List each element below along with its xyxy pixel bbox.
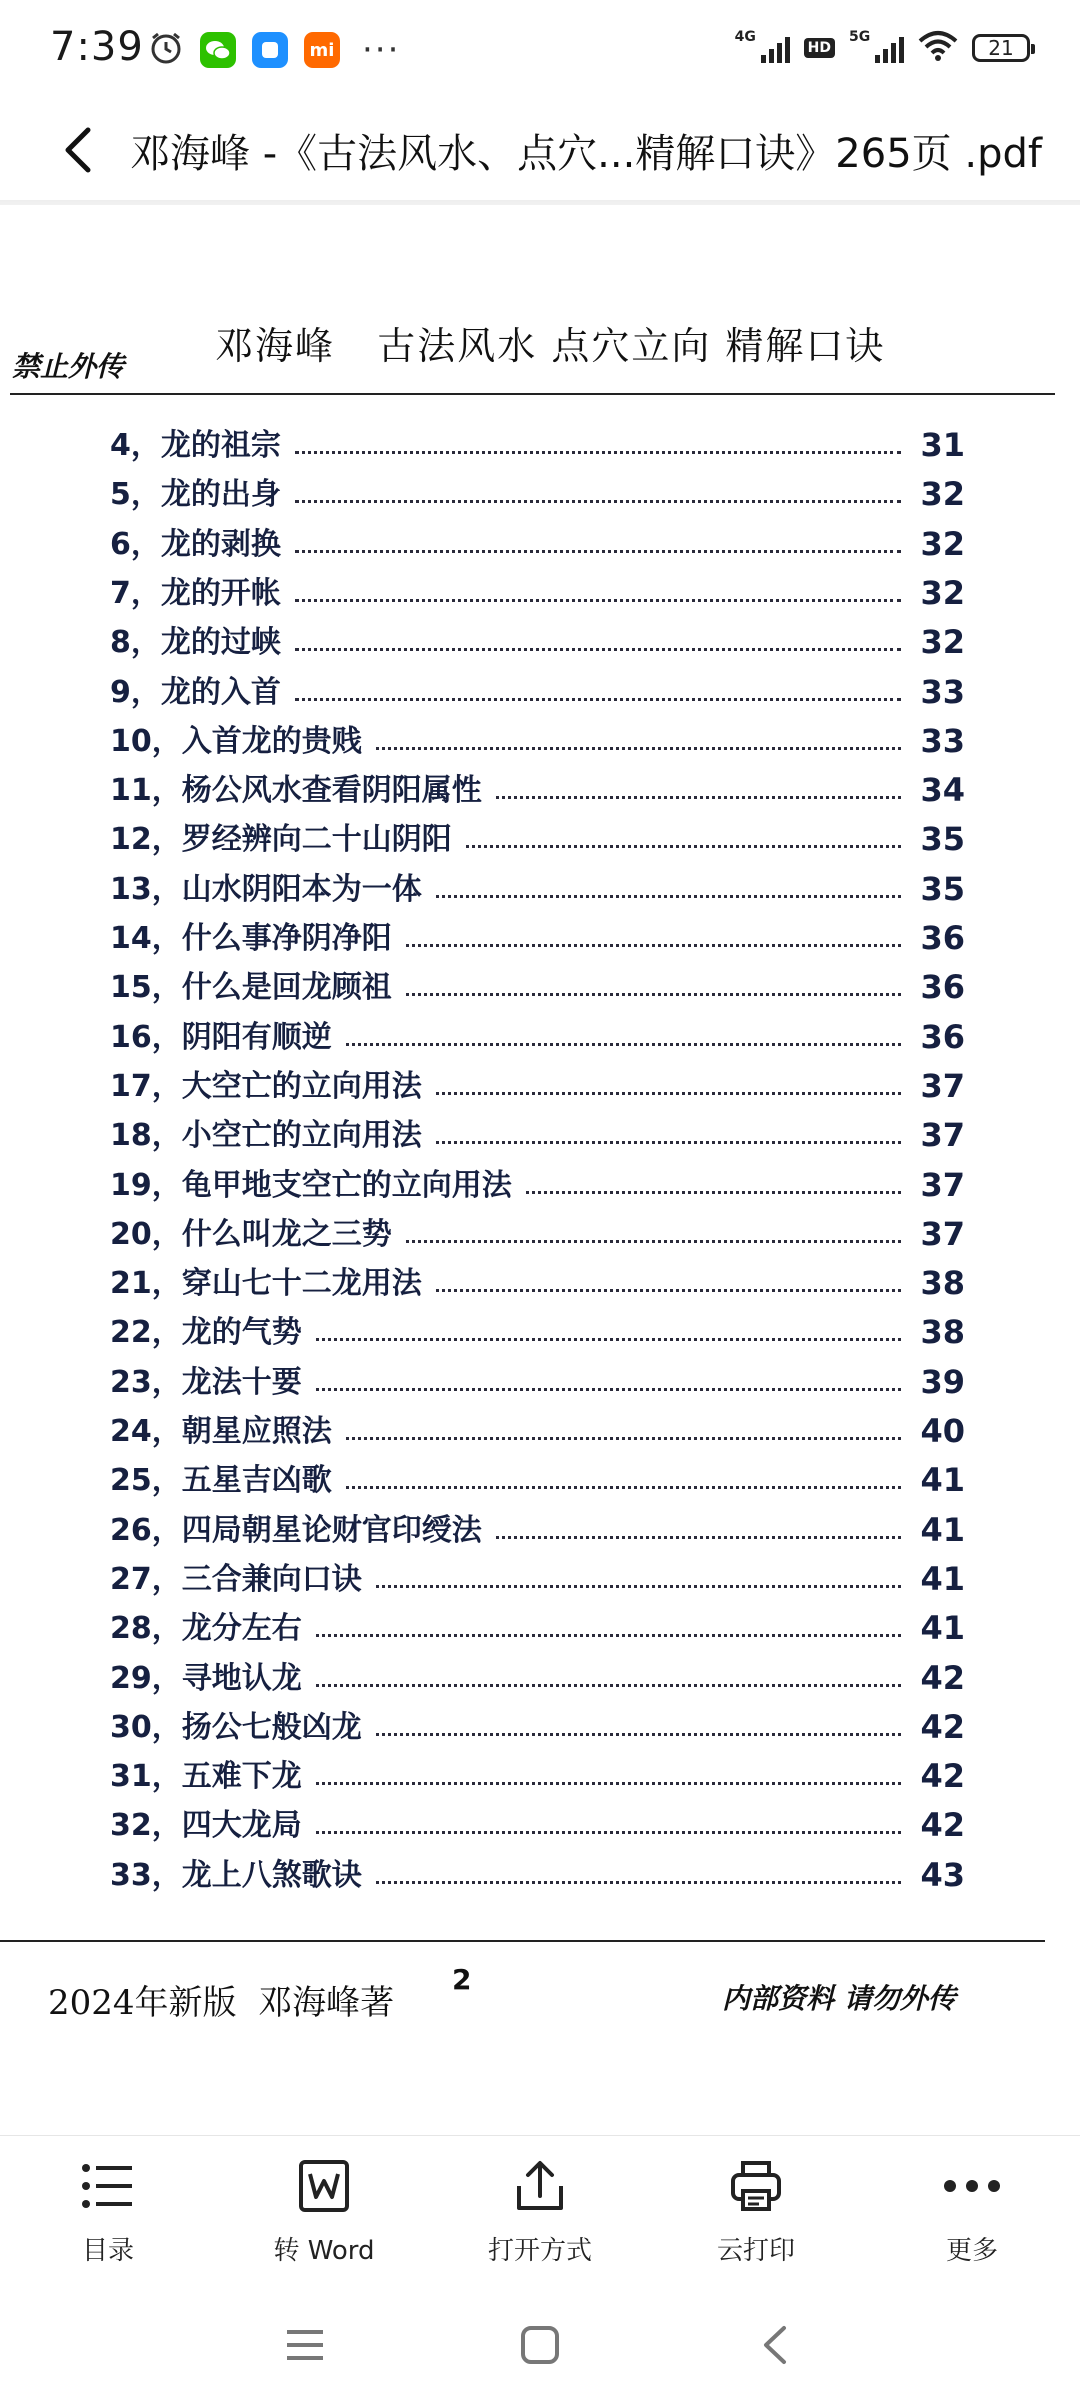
toc-entry-page: 40 <box>920 1412 965 1450</box>
home-button[interactable] <box>510 2315 570 2375</box>
toc-leader-dots <box>316 1387 901 1391</box>
toc-entry-label: 26，四局朝星论财官印绶法 <box>110 1512 482 1548</box>
toc-entry-label: 17，大空亡的立向用法 <box>110 1068 422 1104</box>
toc-entry[interactable] <box>110 568 965 612</box>
toc-entry-label: 20，什么叫龙之三势 <box>110 1216 392 1252</box>
footer-rule <box>0 1940 1045 1942</box>
toc-entry-page: 32 <box>920 475 965 514</box>
toc-entry-page: 41 <box>920 1609 965 1648</box>
share-icon <box>510 2156 570 2216</box>
footer-notice: 内部资料 请勿外传 <box>722 1982 956 2015</box>
toc-entry-page: 38 <box>920 1313 965 1352</box>
alarm-icon <box>148 30 184 70</box>
toc-entry[interactable] <box>110 1406 965 1450</box>
toc-entry-label: 22，龙的气势 <box>110 1315 302 1351</box>
toc-leader-dots <box>346 1485 901 1489</box>
toc-leader-dots <box>406 1239 901 1243</box>
toc-entry[interactable] <box>110 1061 965 1105</box>
toc-button[interactable]: 目录 <box>18 2156 198 2276</box>
toc-entry-label: 7，龙的开帐 <box>110 575 281 611</box>
toc-entry-page: 32 <box>920 573 965 612</box>
toc-entry-page: 33 <box>920 672 965 711</box>
status-bar <box>0 0 1080 100</box>
pdf-page[interactable] <box>0 205 1080 2135</box>
toc-entry-page: 32 <box>920 623 965 662</box>
toc-leader-dots <box>295 549 901 553</box>
toc-entry[interactable] <box>110 1702 965 1746</box>
toc-leader-dots <box>295 450 901 454</box>
toc-entry[interactable] <box>110 913 965 957</box>
battery-icon: 21 <box>972 34 1030 62</box>
menu-icon <box>285 2328 325 2362</box>
wifi-icon <box>918 30 958 66</box>
toc-leader-dots <box>496 1535 901 1539</box>
toc-entry-page: 37 <box>920 1165 965 1204</box>
toc-entry-label: 13，山水阴阳本为一体 <box>110 871 422 907</box>
signal-5g-icon: 5G <box>849 33 904 63</box>
system-nav-bar <box>0 2285 1080 2400</box>
convert-word-button[interactable]: 转 Word <box>234 2156 414 2276</box>
toc-entry-page: 41 <box>920 1559 965 1598</box>
toc-entry-label: 18，小空亡的立向用法 <box>110 1118 422 1154</box>
toc-entry-label: 19，龟甲地支空亡的立向用法 <box>110 1167 512 1203</box>
back-button[interactable] <box>50 120 110 180</box>
toc-entry-label: 16，阴阳有顺逆 <box>110 1019 332 1055</box>
toc-entry[interactable] <box>110 1307 965 1351</box>
side-stamp: 禁止外传 <box>12 350 125 383</box>
toc-leader-dots <box>496 795 901 799</box>
toc-entry[interactable] <box>110 962 965 1006</box>
recent-apps-button[interactable] <box>275 2315 335 2375</box>
toc-entry-page: 42 <box>920 1757 965 1796</box>
app-blue-icon <box>252 32 288 68</box>
toc-entry-page: 42 <box>920 1658 965 1697</box>
list-icon <box>78 2156 138 2216</box>
status-time: 7:39 <box>50 24 144 70</box>
toc-leader-dots <box>376 1732 901 1736</box>
toc-entry-label: 21，穿山七十二龙用法 <box>110 1266 422 1302</box>
toc-entry-label: 29，寻地认龙 <box>110 1660 302 1696</box>
toc-entry-page: 34 <box>920 771 965 810</box>
toc-leader-dots <box>526 1190 901 1194</box>
hd-icon: HD <box>804 38 835 58</box>
toc-entry-label: 28，龙分左右 <box>110 1611 302 1647</box>
toc-entry-page: 36 <box>920 919 965 957</box>
toc-entry-page: 35 <box>920 820 965 859</box>
document-title: 邓海峰 -《古法风水、点穴...精解口诀》265页 .pdf <box>130 131 1042 177</box>
toc-entry[interactable] <box>110 1160 965 1204</box>
toc-entry-label: 9，龙的入首 <box>110 674 281 710</box>
toc-entry[interactable] <box>110 1603 965 1647</box>
toc-leader-dots <box>346 1042 901 1046</box>
toc-entry-page: 42 <box>920 1707 965 1746</box>
cloud-print-button[interactable]: 云打印 <box>666 2156 846 2276</box>
toc-entry[interactable] <box>110 1455 965 1499</box>
toc-entry-label: 23，龙法十要 <box>110 1364 302 1400</box>
toc-leader-dots <box>346 1436 901 1440</box>
toc-entry[interactable] <box>110 1357 965 1401</box>
toc-leader-dots <box>295 647 901 651</box>
toc-leader-dots <box>316 1683 901 1687</box>
toc-entry-page: 38 <box>920 1264 965 1303</box>
toc-leader-dots <box>436 894 901 898</box>
page-header: 邓海峰 古法风水 点穴立向 精解口诀 <box>215 324 886 368</box>
toc-entry-label: 10，入首龙的贵贱 <box>110 723 362 759</box>
toc-entry-label: 33，龙上八煞歌诀 <box>110 1857 362 1893</box>
toc-entry-label: 25，五星吉凶歌 <box>110 1463 332 1499</box>
toc-entry-label: 4，龙的祖宗 <box>110 428 281 463</box>
toc-entry[interactable] <box>110 1850 965 1894</box>
toc-entry-label: 5，龙的出身 <box>110 477 281 513</box>
toc-entry[interactable] <box>110 1110 965 1154</box>
toc-entry-page: 41 <box>920 1461 965 1500</box>
toc-entry[interactable] <box>110 814 965 858</box>
toc-leader-dots <box>295 499 901 503</box>
toc-entry-label: 12，罗经辨向二十山阴阳 <box>110 822 452 858</box>
toc-leader-dots <box>466 844 901 848</box>
back-icon <box>760 2324 790 2366</box>
toc-entry[interactable] <box>110 617 965 661</box>
toc-entry[interactable] <box>110 1653 965 1697</box>
toc-leader-dots <box>376 1880 901 1884</box>
toc-entry-label: 27，三合兼向口诀 <box>110 1561 362 1597</box>
footer-edition: 2024年新版 邓海峰著 <box>48 1983 395 2023</box>
toc-leader-dots <box>295 697 901 701</box>
toc-entry-label: 24，朝星应照法 <box>110 1414 332 1449</box>
header-rule <box>10 393 1055 395</box>
toc-leader-dots <box>436 1091 901 1095</box>
toc-entry-page: 41 <box>920 1510 965 1549</box>
toc-entry[interactable] <box>110 667 965 711</box>
toc-entry-page: 36 <box>920 968 965 1007</box>
footer-page-number: 2 <box>452 1963 472 1996</box>
toc-entry-page: 39 <box>920 1362 965 1401</box>
status-right <box>735 30 1030 66</box>
toc-entry-page: 33 <box>920 721 965 760</box>
toc-entry-page: 35 <box>920 869 965 908</box>
toc-entry-label: 31，五难下龙 <box>110 1759 302 1795</box>
toc-entry-label: 11，杨公风水查看阴阳属性 <box>110 773 482 809</box>
bottom-toolbar <box>0 2135 1080 2286</box>
printer-icon <box>726 2156 786 2216</box>
toc-entry-page: 32 <box>920 524 965 563</box>
toc-entry-page: 31 <box>920 426 965 464</box>
toc-entry-page: 37 <box>920 1066 965 1105</box>
toc-entry-page: 37 <box>920 1214 965 1253</box>
toc-entry-page: 42 <box>920 1806 965 1845</box>
toc-entry-page: 43 <box>920 1855 965 1894</box>
more-notifications-icon: ··· <box>362 30 401 70</box>
toc-entry[interactable] <box>110 864 965 908</box>
toc-entry[interactable] <box>110 519 965 563</box>
toc-leader-dots <box>436 1140 901 1144</box>
toc-entry[interactable] <box>110 420 965 464</box>
toc-leader-dots <box>406 943 901 947</box>
toc-leader-dots <box>436 1288 901 1292</box>
toc-entry[interactable] <box>110 1258 965 1302</box>
toc-entry[interactable] <box>110 1209 965 1253</box>
toc-leader-dots <box>316 1781 901 1785</box>
back-arrow-icon <box>60 126 100 174</box>
toc-leader-dots <box>316 1337 901 1341</box>
toc-entry-page: 37 <box>920 1116 965 1155</box>
toc-leader-dots <box>376 746 901 750</box>
system-back-button[interactable] <box>745 2315 805 2375</box>
toc-entry[interactable] <box>110 716 965 760</box>
toc-entry[interactable] <box>110 765 965 809</box>
toc-leader-dots <box>376 1584 901 1588</box>
toc-entry[interactable] <box>110 1554 965 1598</box>
word-icon <box>294 2156 354 2216</box>
toc-leader-dots <box>316 1830 901 1834</box>
open-with-button[interactable]: 打开方式 <box>450 2156 630 2276</box>
toc-entry-label: 15，什么是回龙顾祖 <box>110 970 392 1006</box>
toc-entry-label: 32，四大龙局 <box>110 1808 302 1844</box>
toc-entry-label: 14，什么事净阴净阳 <box>110 921 392 956</box>
mi-icon: mi <box>304 32 340 68</box>
home-icon <box>520 2325 560 2365</box>
toc-entry[interactable] <box>110 1751 965 1795</box>
wechat-icon <box>200 32 236 68</box>
notification-icons <box>148 30 400 70</box>
toc-entry[interactable] <box>110 469 965 513</box>
signal-4g-icon: 4G <box>735 33 790 63</box>
toc-entry[interactable] <box>110 1800 965 1844</box>
toc-entry[interactable] <box>110 1505 965 1549</box>
toc-entry-label: 8，龙的过峡 <box>110 625 281 661</box>
toc-leader-dots <box>316 1633 901 1637</box>
toc-leader-dots <box>406 992 901 996</box>
toc-entry-page: 36 <box>920 1017 965 1056</box>
toc-entry[interactable] <box>110 1012 965 1056</box>
title-bar <box>0 100 1080 200</box>
toc-leader-dots <box>295 598 901 602</box>
toc-entry-label: 6，龙的剥换 <box>110 526 281 562</box>
toc-entry-label: 30，扬公七般凶龙 <box>110 1709 362 1745</box>
more-icon <box>942 2156 1002 2216</box>
more-button[interactable]: 更多 <box>882 2156 1062 2276</box>
